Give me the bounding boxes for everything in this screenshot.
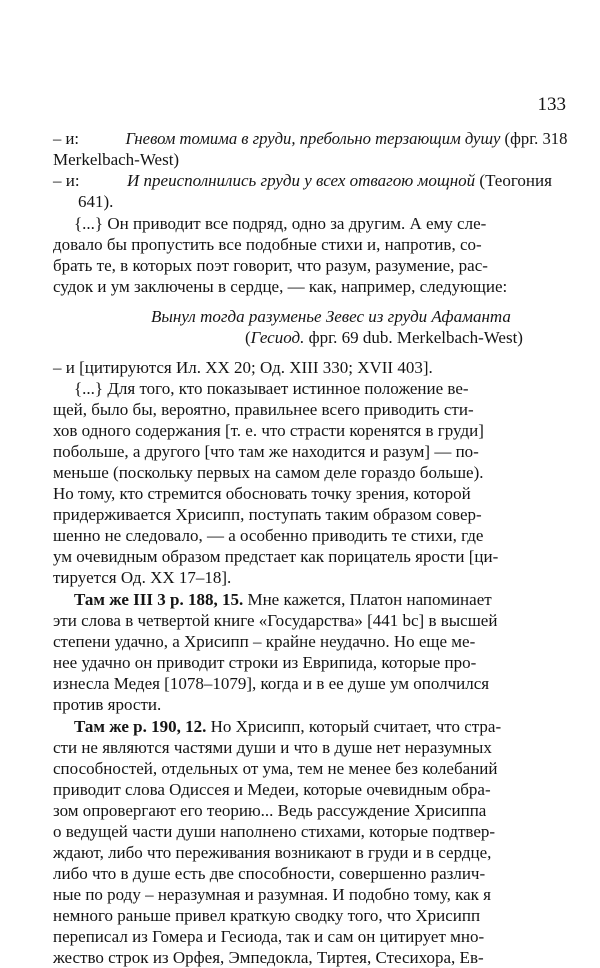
- text-line: эти слова в четвертой книге «Государства» [441 bc] в высшей: [53, 611, 498, 630]
- text-line: довало бы пропустить все подобные стихи и, напротив, со-: [53, 235, 482, 254]
- text-line: ум очевидным образом предстает как порицатель ярости [ци-: [53, 547, 499, 566]
- text-line: {...} Для того, кто показывает истинное положение ве-: [74, 379, 469, 398]
- text-line: Но тому, кто стремится обосновать точку зрения, которой: [53, 484, 471, 503]
- page-number: 133: [537, 94, 566, 115]
- line-suffix: (Теогония: [475, 171, 552, 190]
- quote-text: Гневом томима в груди, пребольно терзающим душу: [125, 129, 501, 148]
- text-line: немного раньше привел краткую сводку того, что Хрисипп: [53, 906, 481, 925]
- text-line: изнесла Медея [1078–1079], когда и в ее душе ум ополчился: [53, 674, 490, 693]
- text-line: шенно не следовало, — а особенно приводить те стихи, где: [53, 526, 484, 545]
- line-suffix: (фрг. 318: [500, 129, 568, 148]
- text-line: жество строк из Орфея, Эмпедокла, Тиртея, Стесихора, Ев-: [53, 948, 484, 967]
- text-line: против ярости.: [53, 695, 162, 714]
- citation-open: (: [245, 328, 251, 347]
- line-suffix: Но Хрисипп, который считает, что стра-: [206, 717, 502, 736]
- text-line: [53, 170, 552, 191]
- text-line: судок и ум заключены в сердце, — как, например, следующие:: [53, 277, 508, 296]
- text-line: [74, 589, 492, 610]
- verse-quote: Вынул тогда разуменье Зевес из груди Афаманта: [151, 307, 511, 326]
- text-line: Merkelbach-West): [53, 150, 180, 169]
- line-prefix: – и:: [53, 129, 80, 148]
- text-line: нее удачно он приводит строки из Еврипида, которые про-: [53, 653, 477, 672]
- text-line: брать те, в которых поэт говорит, что разум, разумение, рас-: [53, 256, 488, 275]
- text-line: [53, 128, 567, 149]
- text-line: – и [цитируются Ил. XX 20; Од. XIII 330; XVII 403].: [53, 358, 433, 377]
- text-line: ные по роду – неразумная и разумная. И подобно тому, как я: [53, 885, 491, 904]
- text-line: меньше (поскольку первых на самом деле гораздо больше).: [53, 463, 484, 482]
- text-line: 641).: [78, 192, 114, 211]
- source-reference: Там же III 3 р. 188, 15.: [74, 590, 244, 609]
- text-line: {...} Он приводит все подряд, одно за другим. А ему сле-: [74, 214, 487, 233]
- text-line: зом опровергают его теорию... Ведь рассуждение Хрисиппа: [53, 801, 487, 820]
- line-prefix: – и:: [53, 171, 80, 190]
- text-line: переписал из Гомера и Гесиода, так и сам он цитирует мно-: [53, 927, 485, 946]
- text-line: о ведущей части души наполнено стихами, которые подтвер-: [53, 822, 496, 841]
- verse-citation: [245, 327, 523, 348]
- text-line: степени удачно, а Хрисипп – крайне неудачно. Но еще ме-: [53, 632, 476, 651]
- source-reference: Там же р. 190, 12.: [74, 717, 207, 736]
- citation-author: Гесиод.: [250, 328, 305, 347]
- text-line: приводит слова Одиссея и Медеи, которые очевидным обра-: [53, 780, 491, 799]
- text-line: способностей, отдельных от ума, тем не менее без колебаний: [53, 759, 498, 778]
- text-line: ждают, либо что переживания возникают в груди и в сердце,: [53, 843, 492, 862]
- text-line: тируется Од. XX 17–18].: [53, 568, 232, 587]
- text-line: сти не являются частями души и что в душе нет неразумных: [53, 738, 492, 757]
- text-line: [74, 716, 501, 737]
- text-line: побольше, а другого [что там же находится и разум] — по-: [53, 442, 479, 461]
- text-line: хов одного содержания [т. е. что страсти коренятся в груди]: [53, 421, 484, 440]
- text-line: придерживается Хрисипп, поступать таким образом совер-: [53, 505, 482, 524]
- quote-text: И преисполнились груди у всех отвагою мощной: [127, 171, 476, 190]
- citation-rest: фрг. 69 dub. Merkelbach-West): [304, 328, 523, 347]
- text-line: щей, было бы, вероятно, правильнее всего приводить сти-: [53, 400, 474, 419]
- text-line: либо что в душе есть две способности, совершенно различ-: [53, 864, 486, 883]
- line-suffix: Мне кажется, Платон напоминает: [243, 590, 492, 609]
